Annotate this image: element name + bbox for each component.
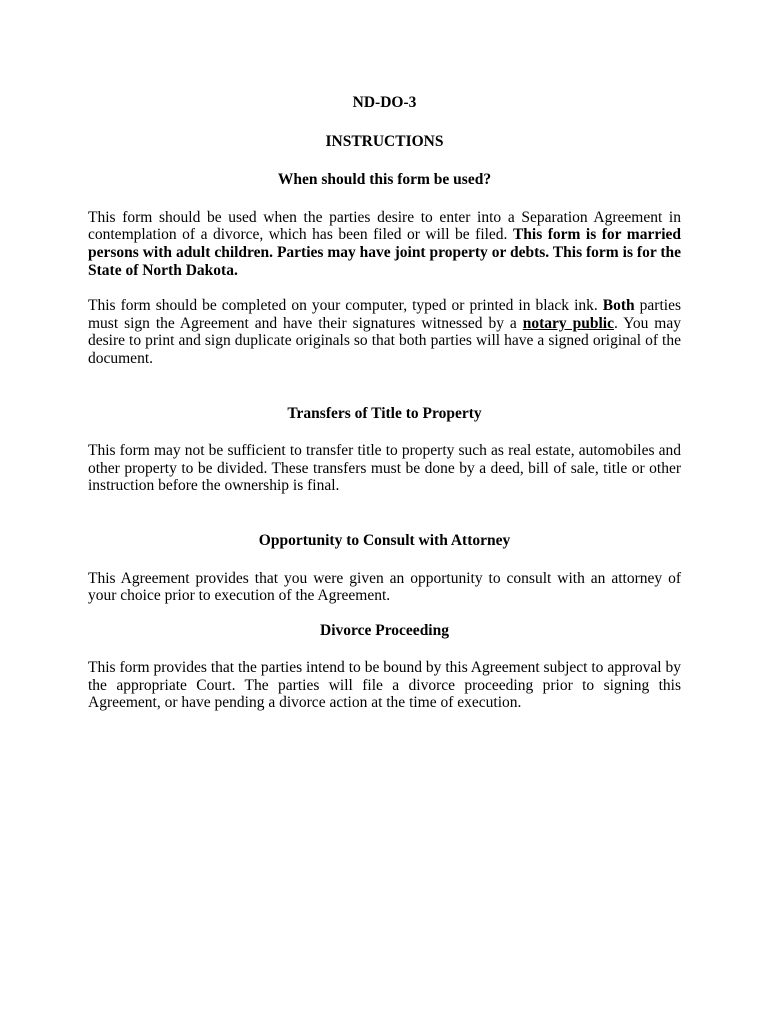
- text-run: notary public: [522, 314, 614, 332]
- paragraph-transfers: [88, 442, 681, 495]
- paragraph-completion-signing: [88, 297, 681, 367]
- section-heading-divorce: Divorce Proceeding: [320, 621, 449, 639]
- section-heading-when-used: When should this form be used?: [277, 171, 492, 189]
- text-run: Both: [602, 297, 635, 315]
- paragraph-form-usage: [88, 209, 681, 279]
- text-run: This form is for married persons with adult children. Parties may have joint property or debts. This form is for the State of North Dakota.: [88, 226, 682, 279]
- form-number-heading: ND-DO-3: [352, 94, 417, 111]
- text-run: This form should be used when the parties desire to enter into a Separation Agreement in contemplation of a divorce, which has been filed or will be filed.: [88, 208, 681, 244]
- section-heading-transfers: Transfers of Title to Property: [287, 404, 482, 422]
- text-run: This form should be completed on your computer, typed or printed in black ink.: [88, 297, 603, 315]
- document-content: [88, 0, 681, 712]
- paragraph-attorney: [88, 570, 681, 605]
- paragraph-divorce: [88, 659, 681, 712]
- section-heading-attorney: Opportunity to Consult with Attorney: [258, 531, 511, 549]
- text-run: This form may not be sufficient to transfer title to property such as real estate, automobiles and other property to be divided. These transfers must be done by a deed, bill of sale, title or other instruction before the ownership is final.: [88, 442, 681, 495]
- text-run: This form provides that the parties intend to be bound by this Agreement subject to approval by the appropriate Court. The parties will file a divorce proceeding prior to signing this Agreement, or have pending a divorce action at the time of execution.: [88, 659, 681, 712]
- text-run: This Agreement provides that you were given an opportunity to consult with an attorney of your choice prior to execution of the Agreement.: [88, 569, 681, 605]
- text-run: parties must sign the Agreement and have their signatures witnessed by a: [88, 297, 681, 332]
- text-run: . You may desire to print and sign duplicate originals so that both parties will have a signed original of the document.: [88, 314, 681, 367]
- instructions-heading: INSTRUCTIONS: [325, 132, 444, 150]
